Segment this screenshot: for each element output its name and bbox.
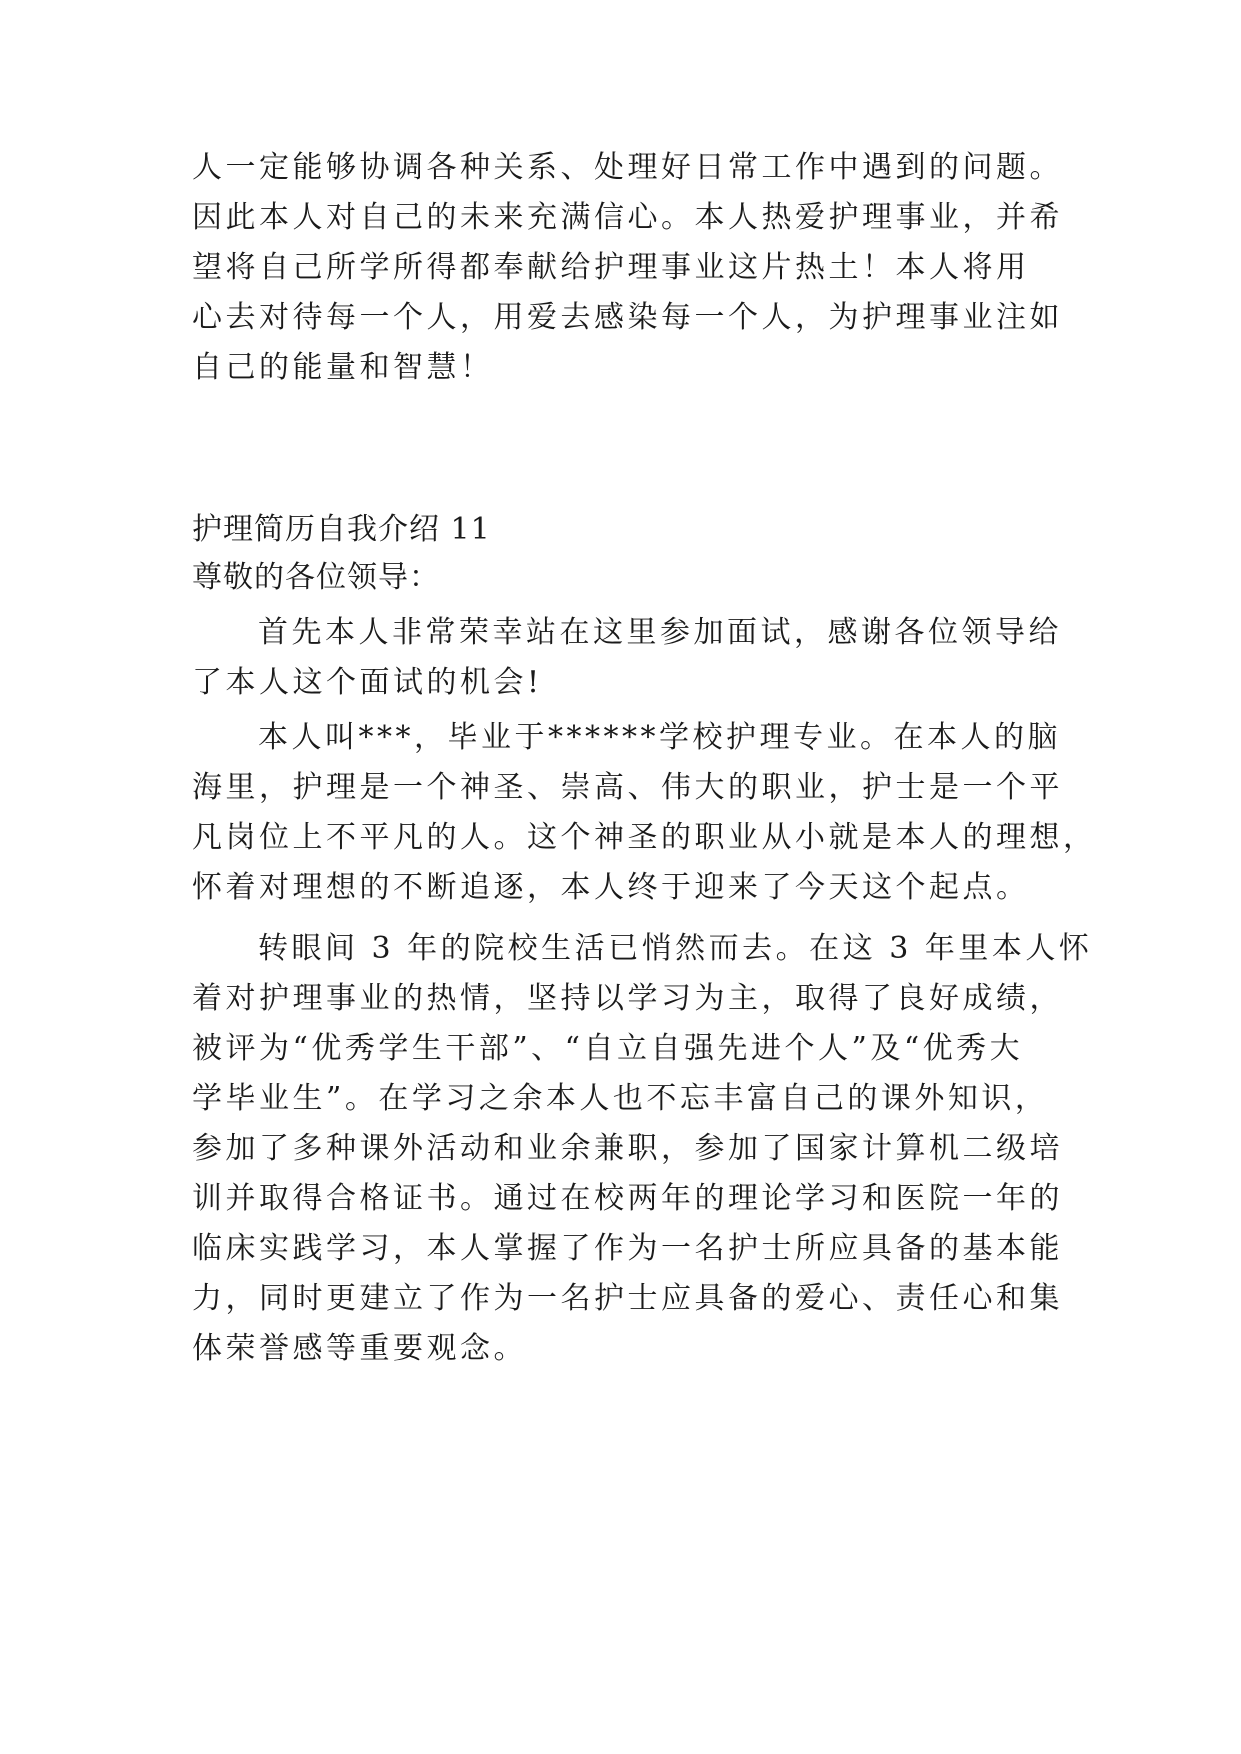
paragraph-2 (192, 713, 1097, 913)
paragraph-line: 望将自己所学所得都奉献给护理事业这片热土！本人将用 (192, 250, 1030, 285)
paragraph-line: 学毕业生”。在学习之余本人也不忘丰富自己的课外知识， (192, 1081, 1049, 1116)
paragraph-line: 因此本人对自己的未来充满信心。本人热爱护理事业，并希 (192, 200, 1063, 235)
paragraph-line: 参加了多种课外活动和业余兼职，参加了国家计算机二级培 (192, 1131, 1063, 1166)
paragraph-line: 训并取得合格证书。通过在校两年的理论学习和医院一年的 (192, 1181, 1063, 1216)
section-title (192, 505, 1072, 555)
paragraph-3 (192, 924, 1093, 1374)
paragraph-line: 人一定能够协调各种关系、处理好日常工作中遇到的问题。 (192, 150, 1063, 185)
paragraph-line: 自己的能量和智慧！ (192, 350, 494, 385)
paragraph-line: 被评为“优秀学生干部”、“自立自强先进个人”及“优秀大 (192, 1031, 1024, 1066)
paragraph-line: 了本人这个面试的机会! (192, 665, 543, 700)
paragraph-line: 着对护理事业的热情，坚持以学习为主，取得了良好成绩， (192, 981, 1063, 1016)
top-paragraph (192, 143, 1072, 393)
paragraph-line: 首先本人非常荣幸站在这里参加面试，感谢各位领导给 (258, 615, 1062, 650)
paragraph-line: 转眼间 3 年的院校生活已悄然而去。在这 3 年里本人怀 (258, 931, 1093, 966)
salutation-text: 尊敬的各位领导： (192, 560, 440, 595)
section-title-text: 护理简历自我介绍 11 (192, 512, 491, 547)
paragraph-line: 体荣誉感等重要观念。 (192, 1331, 527, 1366)
paragraph-1 (192, 608, 1072, 708)
paragraph-line: 临床实践学习，本人掌握了作为一名护士所应具备的基本能 (192, 1231, 1063, 1266)
salutation (192, 553, 1072, 603)
paragraph-line: 凡岗位上不平凡的人。这个神圣的职业从小就是本人的理想， (192, 820, 1097, 855)
paragraph-line: 力，同时更建立了作为一名护士应具备的爱心、责任心和集 (192, 1281, 1063, 1316)
paragraph-line: 怀着对理想的不断追逐，本人终于迎来了今天这个起点。 (192, 870, 1030, 905)
paragraph-line: 海里，护理是一个神圣、崇高、伟大的职业，护士是一个平 (192, 770, 1063, 805)
paragraph-line: 本人叫***，毕业于******学校护理专业。在本人的脑 (258, 720, 1061, 755)
paragraph-line: 心去对待每一个人，用爱去感染每一个人，为护理事业注如 (192, 300, 1063, 335)
